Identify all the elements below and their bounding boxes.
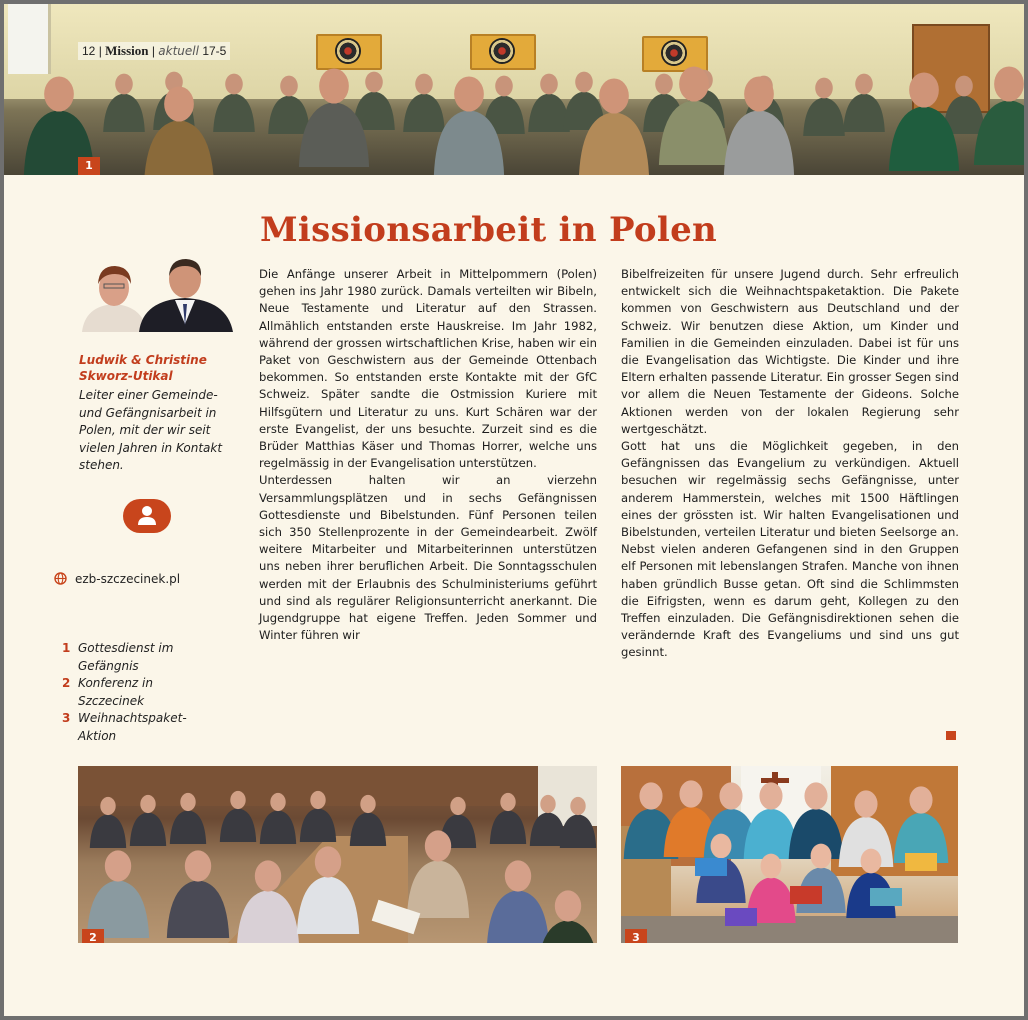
end-mark <box>946 731 956 740</box>
photo-christmas-parcels <box>621 766 958 943</box>
author-portrait <box>77 254 237 332</box>
magazine-name: aktuell <box>158 44 199 58</box>
photo-number-badge: 1 <box>78 157 100 175</box>
photo-prison-service <box>4 4 1024 175</box>
photo-captions: 1 Gottesdienst im Gefängnis 2 Konferenz in Szczecinek 3 Weihnachtspaket- Aktion <box>62 640 242 745</box>
page-number: 12 <box>82 44 96 58</box>
photo-number-badge: 3 <box>625 929 647 943</box>
issue-header: 12 | Mission | aktuell 17-5 <box>78 42 230 60</box>
person-icon[interactable] <box>123 499 171 533</box>
issue-number: 17-5 <box>202 44 227 58</box>
author-description: Leiter einer Gemeinde- und Gefängnisarbeit in Polen, mit der wir seit vielen Jahren in Kontakt stehen. <box>79 388 223 472</box>
article-column-1 <box>259 266 597 644</box>
caption-item: 3 Weihnachtspaket- <box>62 711 187 725</box>
paragraph: Die Anfänge unserer Arbeit in Mittelpommern (Polen) gehen ins Jahr 1980 zurück. Damals verteilten wir Bibeln, Neue Testamente und Literatur auf den Strassen. Allmählich entstanden erste Hauskreise. Im Jahr 1982, während der grossen wirtschaftlichen Krise, haben wir ein Paket von Geschwistern aus der Gemeinde Ottenbach bekommen. So entstanden erste Kontakte mit der GfC Schweiz. Später sandte die Ostmission Kuriere mit Hilfsgütern und Literatur zu uns. Kurt Schären war der erste Evangelist, der uns besuchte. Zurzeit sind es die Brüder Matthias Käser und Thomas Horrer, welche uns regelmässig in der Evangelisation unterstützen. <box>259 267 597 471</box>
globe-icon <box>54 572 67 588</box>
paragraph: Unterdessen halten wir an vierzehn Versammlungsplätzen und in sechs Gefängnissen Gottesdienste und Bibelstunden. Fünf Personen teilen sich 350 Stellenprozente in der Gemeindearbeit. Zwölf weitere Mitarbeiter und Mitarbeiterinnen unterstützen uns neben ihrer beruflichen Arbeit. Die Sonntagsschulen werden mit der Erlaubnis des Schulministeriums geführt und sind als regulärer Religionsunterricht anerkannt. Die Jugendgruppe hat eigene Treffen. Jeden Sommer und Winter führen wir <box>259 473 597 643</box>
article-column-2 <box>621 266 959 662</box>
magazine-page <box>4 4 1024 1016</box>
section-name: Mission <box>105 43 149 58</box>
author-name: Ludwik & Christine Skworz-Utikal <box>79 353 207 383</box>
website-link[interactable]: ezb-szczecinek.pl <box>75 572 181 586</box>
paragraph: Bibelfreizeiten für unsere Jugend durch. Sehr erfreulich entwickelt sich die Weihnachtspaketaktion. Die Pakete kommen von Geschwistern aus Deutschland und der Schweiz. Wir benutzen diese Aktion, um Kinder und Familien in die Gemeinden einzuladen. Dabei ist für uns die Evangelisation das Wichtigste. Die Kinder und ihre Eltern erhalten passende Literatur. Ein grosser Segen sind vor allem die Neuen Testamente der Gideons. Solche Aktionen werden von der lokalen Regierung sehr wertgeschätzt. <box>621 267 959 436</box>
photo-number-badge: 2 <box>82 929 104 943</box>
caption-item: 2 Konferenz in <box>62 676 153 690</box>
article-title: Missionsarbeit in Polen <box>260 210 718 250</box>
website-row[interactable] <box>54 572 180 588</box>
paragraph: Gott hat uns die Möglichkeit gegeben, in den Gefängnissen das Evangelium zu verkündigen. Aktuell besuchen wir regelmässig sechs Gefängnisse, unter anderem Hammerstein, welches mit 1500 Häftlingen eines der grössten ist. Wir halten Evangelisationen und Bibelstunden, verteilen Literatur und bieten Seelsorge an. Nebst vielen anderen Gefangenen sind in den Gruppen elf Personen mit lebenslangen Strafen. Manche von ihnen haben gründlich Busse getan. Oft sind die Schlimmsten die Eifrigsten, wenn es darum geht, Kollegen zu den Treffen einzuladen. Die Gefängnisdirektionen sehen die verändernde Kraft des Evangeliums und sind uns gut gesinnt. <box>621 439 959 660</box>
photo-conference <box>78 766 597 943</box>
caption-item: 1 Gottesdienst im <box>62 641 174 655</box>
